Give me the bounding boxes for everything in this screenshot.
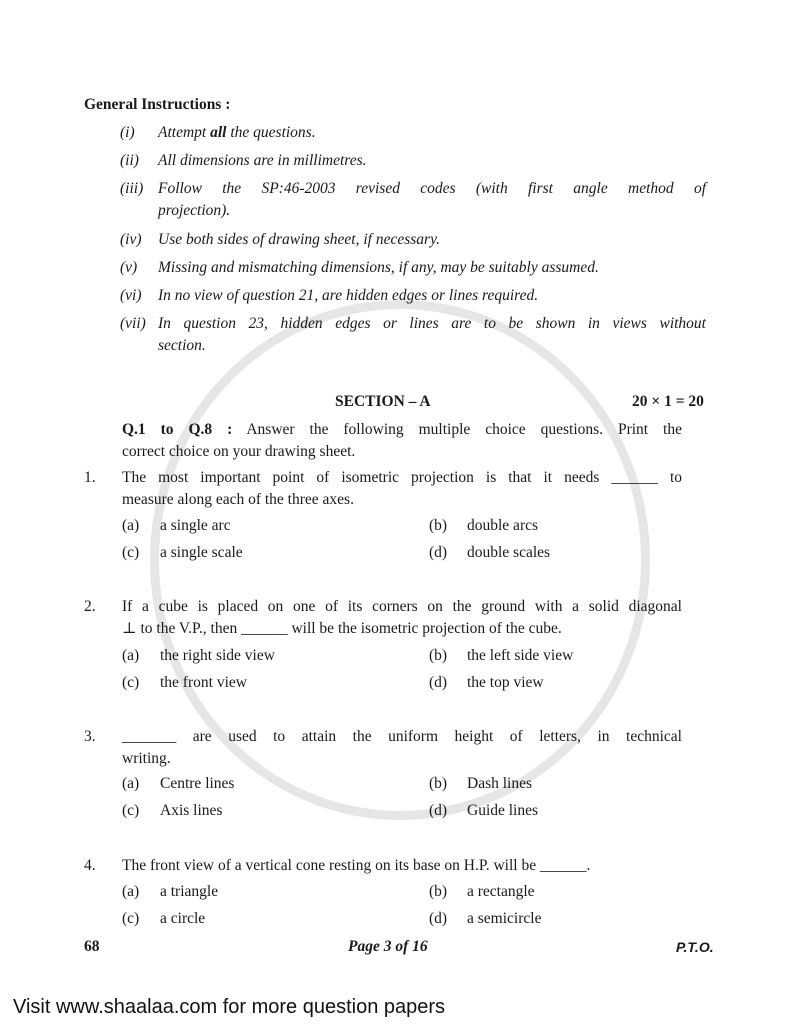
option-text: a single scale <box>160 544 243 561</box>
question-text: _______ are used to attain the uniform height of letters, in technical <box>122 728 682 745</box>
option-text: the left side view <box>467 647 574 664</box>
website-banner: Visit www.shaalaa.com for more question papers <box>13 996 446 1018</box>
question-text-cont: ⊥ to the V.P., then ______ will be the isometric projection of the cube. <box>122 620 562 637</box>
option-key: (a) <box>122 883 140 900</box>
instruction-num: (vii) <box>120 315 146 332</box>
instruction-text-cont: section. <box>158 337 206 354</box>
question-number: 2. <box>84 598 96 615</box>
option-key: (a) <box>122 775 140 792</box>
option-key: (b) <box>429 647 448 664</box>
instruction-text: Missing and mismatching dimensions, if any, may be suitably assumed. <box>158 259 599 276</box>
option-text: double arcs <box>467 517 539 534</box>
instructions-heading: General Instructions : <box>84 96 231 113</box>
instruction-text: Follow the SP:46-2003 revised codes (with first angle method of <box>158 180 706 197</box>
option-key: (d) <box>429 544 448 561</box>
option-key: (b) <box>429 775 448 792</box>
section-intro-text: Answer the following multiple choice questions. Print the <box>232 421 682 438</box>
option-key: (a) <box>122 517 140 534</box>
option-key: (d) <box>429 910 448 927</box>
question-text: The front view of a vertical cone resting on its base on H.P. will be ______. <box>122 857 591 874</box>
question-text-cont: measure along each of the three axes. <box>122 491 354 508</box>
option-text: a single arc <box>160 517 231 534</box>
instruction-text: In question 23, hidden edges or lines are to be shown in views without <box>158 315 706 332</box>
instruction-text-post: the questions. <box>226 124 316 141</box>
option-key: (c) <box>122 674 140 691</box>
question-number: 4. <box>84 857 96 874</box>
option-text: Axis lines <box>160 802 223 819</box>
instruction-num: (i) <box>120 124 135 141</box>
question-text: If a cube is placed on one of its corners on the ground with a solid diagonal <box>122 598 682 615</box>
question-text: The most important point of isometric projection is that it needs ______ to <box>122 469 682 486</box>
instruction-text-cont: projection). <box>158 202 231 219</box>
option-text: a semicircle <box>467 910 542 927</box>
option-text: the front view <box>160 674 247 691</box>
instruction-text: In no view of question 21, are hidden edges or lines required. <box>158 287 539 304</box>
instruction-text: All dimensions are in millimetres. <box>158 152 367 169</box>
instruction-text-bold: all <box>210 124 227 141</box>
option-text: Centre lines <box>160 775 235 792</box>
option-key: (c) <box>122 910 140 927</box>
option-text: Dash lines <box>467 775 533 792</box>
option-key: (d) <box>429 802 448 819</box>
option-key: (c) <box>122 802 140 819</box>
paper-code: 68 <box>84 938 100 955</box>
option-text: Guide lines <box>467 802 539 819</box>
option-text: the top view <box>467 674 544 691</box>
instruction-num: (ii) <box>120 152 139 169</box>
section-marks: 20 × 1 = 20 <box>632 393 704 410</box>
instruction-num: (iv) <box>120 231 142 248</box>
option-key: (a) <box>122 647 140 664</box>
option-key: (d) <box>429 674 448 691</box>
option-text: a triangle <box>160 883 219 900</box>
instruction-text <box>158 122 316 144</box>
section-intro <box>122 419 682 441</box>
pto-label: P.T.O. <box>676 939 714 955</box>
question-number: 1. <box>84 469 96 486</box>
instruction-num: (vi) <box>120 287 142 304</box>
instruction-text-pre: Attempt <box>158 124 211 141</box>
instruction-text: Use both sides of drawing sheet, if necessary. <box>158 231 440 248</box>
page-number: Page 3 of 16 <box>348 938 428 955</box>
question-text-cont: writing. <box>122 750 171 767</box>
section-intro-bold: Q.1 to Q.8 : <box>122 421 233 438</box>
option-text: a rectangle <box>467 883 535 900</box>
option-text: the right side view <box>160 647 275 664</box>
option-key: (b) <box>429 883 448 900</box>
section-intro-cont: correct choice on your drawing sheet. <box>122 443 356 460</box>
option-text: a circle <box>160 910 206 927</box>
question-number: 3. <box>84 728 96 745</box>
section-title: SECTION – A <box>335 393 431 410</box>
option-key: (c) <box>122 544 140 561</box>
instruction-num: (iii) <box>120 180 144 197</box>
instruction-num: (v) <box>120 259 138 276</box>
option-key: (b) <box>429 517 448 534</box>
option-text: double scales <box>467 544 551 561</box>
